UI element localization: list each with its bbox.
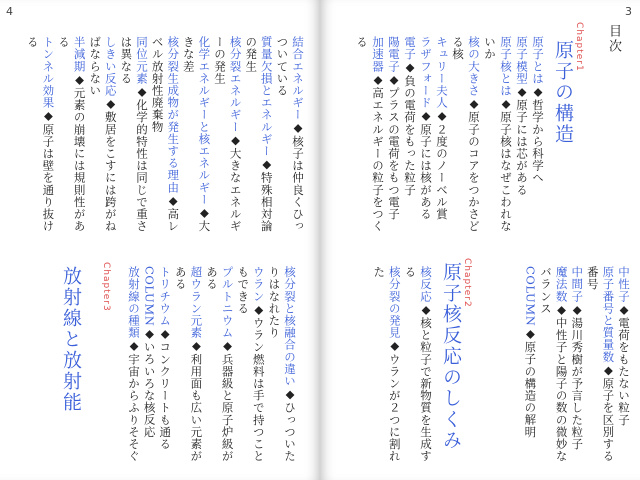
toc-entry-continuation: る核 [451,36,465,61]
toc-entry-description: ◆特殊相対論 [259,157,274,233]
toc-entry-continuation: ばならない [88,36,103,97]
toc-entry-continuation: る [25,36,40,49]
toc-entry-continuation: ある [173,266,188,291]
toc-entry-description: ◆元素の崩壊には規則性があ [72,72,87,233]
toc-entry[interactable] [498,36,513,232]
toc-entry[interactable] [165,36,180,232]
toc-entry-description: ◆核と粒子で新物質を生成す [419,302,433,463]
toc-entry-description: ◆兵器級と原子炉級が [220,338,235,463]
toc-entry-description: ◆高レ [166,193,181,233]
toc-entry-description: ◆核子は仲良くひっ [291,120,305,233]
page-number-right: 3 [625,5,632,18]
toc-entry-description: ◆原子には核がある [419,108,433,221]
toc-entry-link[interactable]: 核分裂の発見 [387,266,402,339]
toc-entry-description: ◆ウランが２つに割れ [387,338,402,463]
toc-entry-link[interactable]: 中性子 [617,266,631,303]
toc-entry[interactable] [282,266,297,462]
toc-entry-link[interactable]: 核分裂生成物が発生する理由 [166,36,181,194]
toc-entry-description: ◆原子は壁を通り抜け [41,108,56,233]
toc-entry-description: ◆原子核はなぜこわれな [499,96,513,233]
toc-entry-link[interactable]: トリチウム [158,266,173,327]
toc-entry-description: ◆プラスの電荷をもつ電子 [387,72,401,221]
toc-entry[interactable] [402,36,417,196]
toc-entry-description: ◆敷居をこすには跨がね [103,96,118,233]
toc-entry-link[interactable]: 魔法数 [554,266,569,303]
toc-entry-link[interactable]: ラザフォード [419,36,433,109]
toc-entry-continuation: ベル放射性廃棄物 [150,36,165,133]
toc-entry-link[interactable]: キュリー夫人 [435,36,449,109]
toc-entry-link[interactable]: 陽電子 [387,36,401,73]
toc-entry-continuation: ある [205,266,219,291]
toc-entry-continuation: バランス [539,266,553,315]
toc-entry[interactable] [387,266,402,462]
toc-entry-continuation: た [372,266,387,279]
toc-entry-continuation: もできる [236,266,251,315]
toc-entry[interactable] [418,266,433,462]
toc-entry-link[interactable]: しきい反応 [103,36,118,97]
toc-entry-description: ◆ひっついた [283,387,297,463]
toc-entry[interactable] [220,266,235,462]
toc-entry-link[interactable]: 原子番号と質量数 [601,266,616,363]
toc-entry[interactable] [616,266,631,426]
toc-entry-link[interactable]: 核の大きさ [467,36,481,97]
toc-entry-continuation: る [403,266,418,279]
toc-entry[interactable] [72,36,87,232]
toc-entry-description: ◆ウラン燃料は手で持つこと [251,302,266,463]
toc-entry-link[interactable]: トンネル効果 [41,36,56,109]
toc-entry-continuation: は異なる [119,36,134,85]
toc-entry-link[interactable]: 放射線の種類 [127,266,141,339]
toc-entry[interactable] [228,36,243,232]
toc-entry-link[interactable]: COLUMN [142,266,157,327]
toc-entry-link[interactable]: 超ウラン元素 [189,266,204,339]
toc-entry-description: ◆電荷をもたない粒子 [617,302,631,426]
toc-entry-link[interactable]: 中間子 [570,266,585,303]
toc-entry-continuation: りはなれたり [267,266,282,339]
toc-entry-continuation: ーの発生 [213,36,227,85]
toc-entry-continuation: きな差 [181,36,196,73]
toc-entry-continuation: ついている [275,36,290,97]
toc-entry-description: ◆利用面も広い元素が [189,338,204,463]
toc-entry-link[interactable]: 核反応 [419,266,433,303]
chapter1-label: Chapter1 [574,22,584,72]
toc-entry[interactable] [196,36,211,232]
toc-heading: 目次 [606,24,621,54]
toc-entry[interactable] [290,36,305,232]
toc-entry-link[interactable]: 質量欠損とエネルギー [259,36,274,157]
toc-entry[interactable] [600,266,615,462]
toc-entry[interactable] [569,266,584,450]
chapter3-title[interactable]: 放射線と放射能 [60,266,82,413]
toc-entry-description: ◆化学的特性は同じで重さ [135,84,149,233]
toc-entry[interactable] [466,36,481,232]
toc-entry[interactable] [434,36,449,220]
toc-entry-link[interactable]: 電子 [403,36,417,61]
toc-entry-description: ◆高エネルギーの粒子をつく [371,72,385,233]
toc-entry-link[interactable]: COLUMN [523,266,538,327]
toc-entry-description: ◆大 [197,205,212,233]
toc-entry-continuation: 番号 [585,266,600,291]
toc-entry-link[interactable]: 加速器 [371,36,385,73]
toc-entry-description: ◆中性子と陽子の数の微妙な [554,302,569,463]
toc-entry-description: ◆原子のコアをつかさど [467,96,481,233]
toc-entry[interactable] [134,36,149,232]
toc-entry[interactable] [40,36,55,232]
chapter1-title[interactable]: 原子の構造 [552,40,574,145]
toc-entry-description: ◆コンクリートも通る [158,326,173,450]
toc-entry-link[interactable]: プルトニウム [220,266,235,339]
toc-entry[interactable] [530,36,545,184]
toc-entry[interactable] [554,266,569,462]
toc-entry-link[interactable]: 原子核とは [499,36,513,97]
toc-entry-link[interactable]: 化学エネルギーと核エネルギー [197,36,212,206]
toc-entry-continuation: る [355,36,369,49]
toc-entry-link[interactable]: 同位元素 [135,36,149,85]
toc-entry-link[interactable]: 半減期 [72,36,87,73]
toc-entry[interactable] [514,36,529,196]
right-page[interactable] [320,0,640,480]
toc-entry-link[interactable]: 原子とは [531,36,545,85]
toc-entry-link[interactable]: 原子模型 [515,36,529,85]
chapter2-title[interactable]: 原子核反応のしくみ [440,262,462,451]
page-number-left: 4 [6,5,13,18]
toc-entry[interactable] [188,266,203,462]
toc-entry[interactable] [370,36,385,232]
chapter3-label: Chapter3 [101,262,111,312]
toc-entry-link[interactable]: 結合エネルギー [291,36,305,121]
toc-entry-description: ◆２度のノーベル賞 [435,108,449,221]
toc-entry[interactable] [522,266,537,438]
toc-entry[interactable] [418,36,433,220]
toc-entry-continuation: の発生 [244,36,259,73]
toc-entry-description: ◆原子には芯がある [515,84,529,196]
toc-entry-description: ◆原子の構造の解明 [523,326,538,438]
toc-entry[interactable] [126,266,141,462]
toc-entry-description: ◆いろいろな核反応 [142,326,157,438]
toc-entry-continuation: いか [483,36,497,61]
toc-entry-description: ◆負の電荷をもった粒子 [403,60,417,196]
toc-entry[interactable] [142,266,157,438]
toc-entry-description: ◆湯川秀樹が予言した粒子 [570,302,585,451]
toc-entry-link[interactable]: ウラン [251,266,266,303]
toc-entry[interactable] [251,266,266,462]
toc-entry-link[interactable]: 核分裂エネルギー [228,36,243,133]
toc-entry[interactable] [103,36,118,232]
toc-entry-description: ◆大きなエネルギ [228,132,243,233]
toc-entry[interactable] [386,36,401,220]
toc-entry-link[interactable]: 核分裂と核融合の違い [283,266,297,387]
toc-entry-description: ◆哲学から科学へ [531,84,545,184]
toc-entry[interactable] [259,36,274,232]
toc-entry[interactable] [157,266,172,450]
chapter2-label: Chapter2 [462,258,472,308]
toc-entry-description: ◆宇宙からふりそそぐ [127,338,141,463]
toc-entry-continuation: る [57,36,71,49]
toc-entry-description: ◆原子を区別する [601,362,616,463]
